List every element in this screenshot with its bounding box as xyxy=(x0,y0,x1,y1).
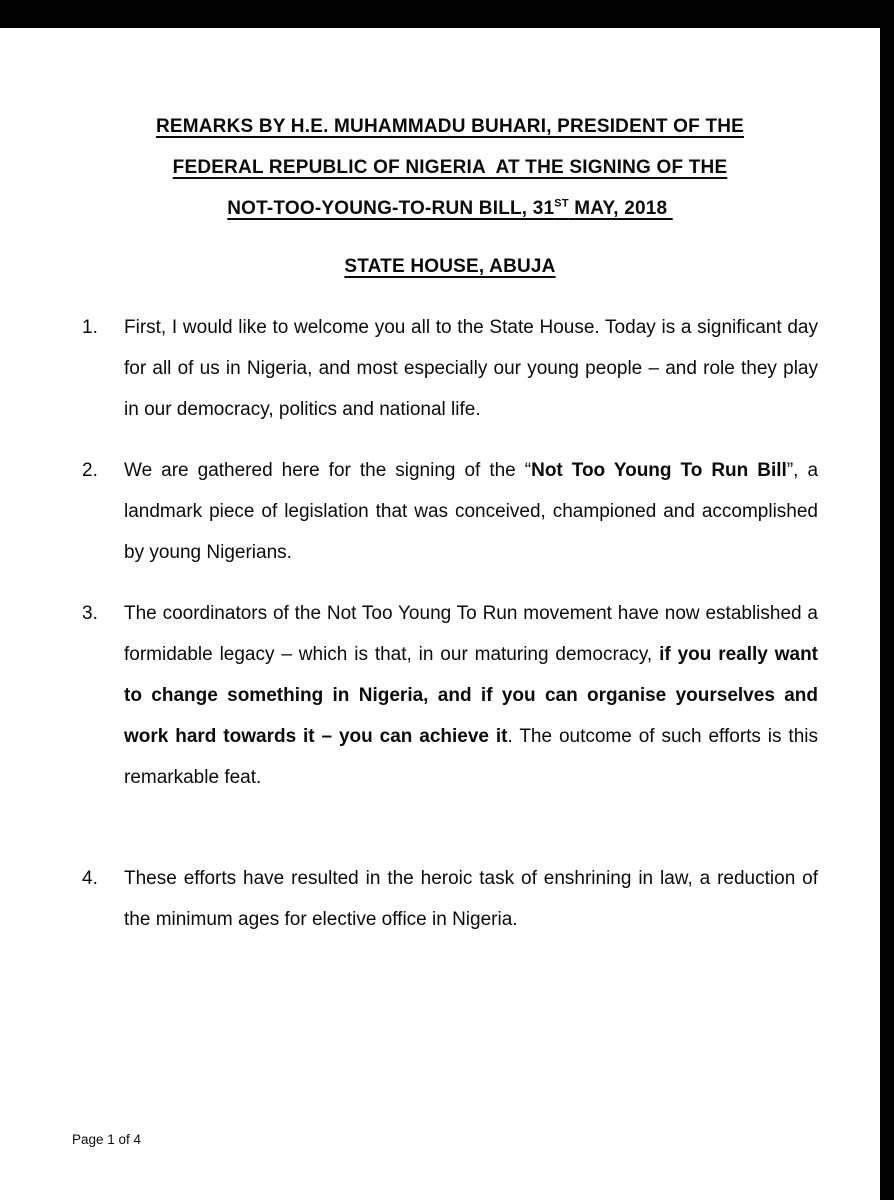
title-text: MAY, 2018 xyxy=(568,198,673,219)
title-superscript: ST xyxy=(554,197,569,210)
paragraph-text-segment: We are gathered here for the signing of the “ xyxy=(124,460,532,481)
paragraph-text-bold: if you really want to change something in Nigeria, and if you can organise yourselves and work hard towards it – you can achieve it xyxy=(124,644,819,747)
paragraph-text xyxy=(124,450,818,573)
title-text: NOT-TOO-YOUNG-TO-RUN BILL, 31 xyxy=(227,198,555,219)
paragraph-text-segment: ”, a landmark piece of legislation that was conceived, championed and accomplished by young Nigerians. xyxy=(124,460,819,563)
paragraph-number: 4. xyxy=(82,868,98,889)
paragraph-text xyxy=(124,858,818,940)
paragraph-text-segment: The coordinators of the Not Too Young To Run movement have now established a formidable legacy – which is that, in our maturing democracy, xyxy=(124,603,818,665)
paragraph-number: 3. xyxy=(82,603,98,624)
paragraph-number: 1. xyxy=(82,317,98,338)
scan-border-right xyxy=(880,0,894,1200)
paragraph-text xyxy=(124,593,818,798)
document-page xyxy=(82,106,818,960)
title-text: REMARKS BY H.E. MUHAMMADU BUHARI, PRESIDENT OF THE xyxy=(155,116,745,137)
paragraph-number: 2. xyxy=(82,460,98,481)
title-text: FEDERAL REPUBLIC OF NIGERIA AT THE SIGNING OF THE xyxy=(172,157,728,178)
paragraph-list xyxy=(82,307,818,940)
scan-border-top xyxy=(0,0,894,28)
paragraph xyxy=(82,450,818,573)
title-line xyxy=(82,188,818,229)
subtitle-text: STATE HOUSE, ABUJA xyxy=(344,256,556,277)
paragraph-text-segment: First, I would like to welcome you all to the State House. Today is a significant day for all of us in Nigeria, and most especially our young people – and role they play in our democracy, politics and national life. xyxy=(124,317,818,420)
page-number: Page 1 of 4 xyxy=(72,1132,142,1147)
paragraph-text xyxy=(124,307,818,430)
paragraph xyxy=(82,307,818,430)
paragraph xyxy=(82,593,818,798)
paragraph xyxy=(82,858,818,940)
paragraph-text-segment: . The outcome of such efforts is this remarkable feat. xyxy=(124,726,818,788)
title-line xyxy=(82,147,818,188)
document-subtitle xyxy=(82,246,818,287)
title-line xyxy=(82,106,818,147)
document-title xyxy=(82,106,818,229)
paragraph-text-bold: Not Too Young To Run Bill xyxy=(531,460,787,481)
paragraph-text-segment: These efforts have resulted in the heroic task of enshrining in law, a reduction of the minimum ages for elective office in Nigeria. xyxy=(124,868,818,930)
